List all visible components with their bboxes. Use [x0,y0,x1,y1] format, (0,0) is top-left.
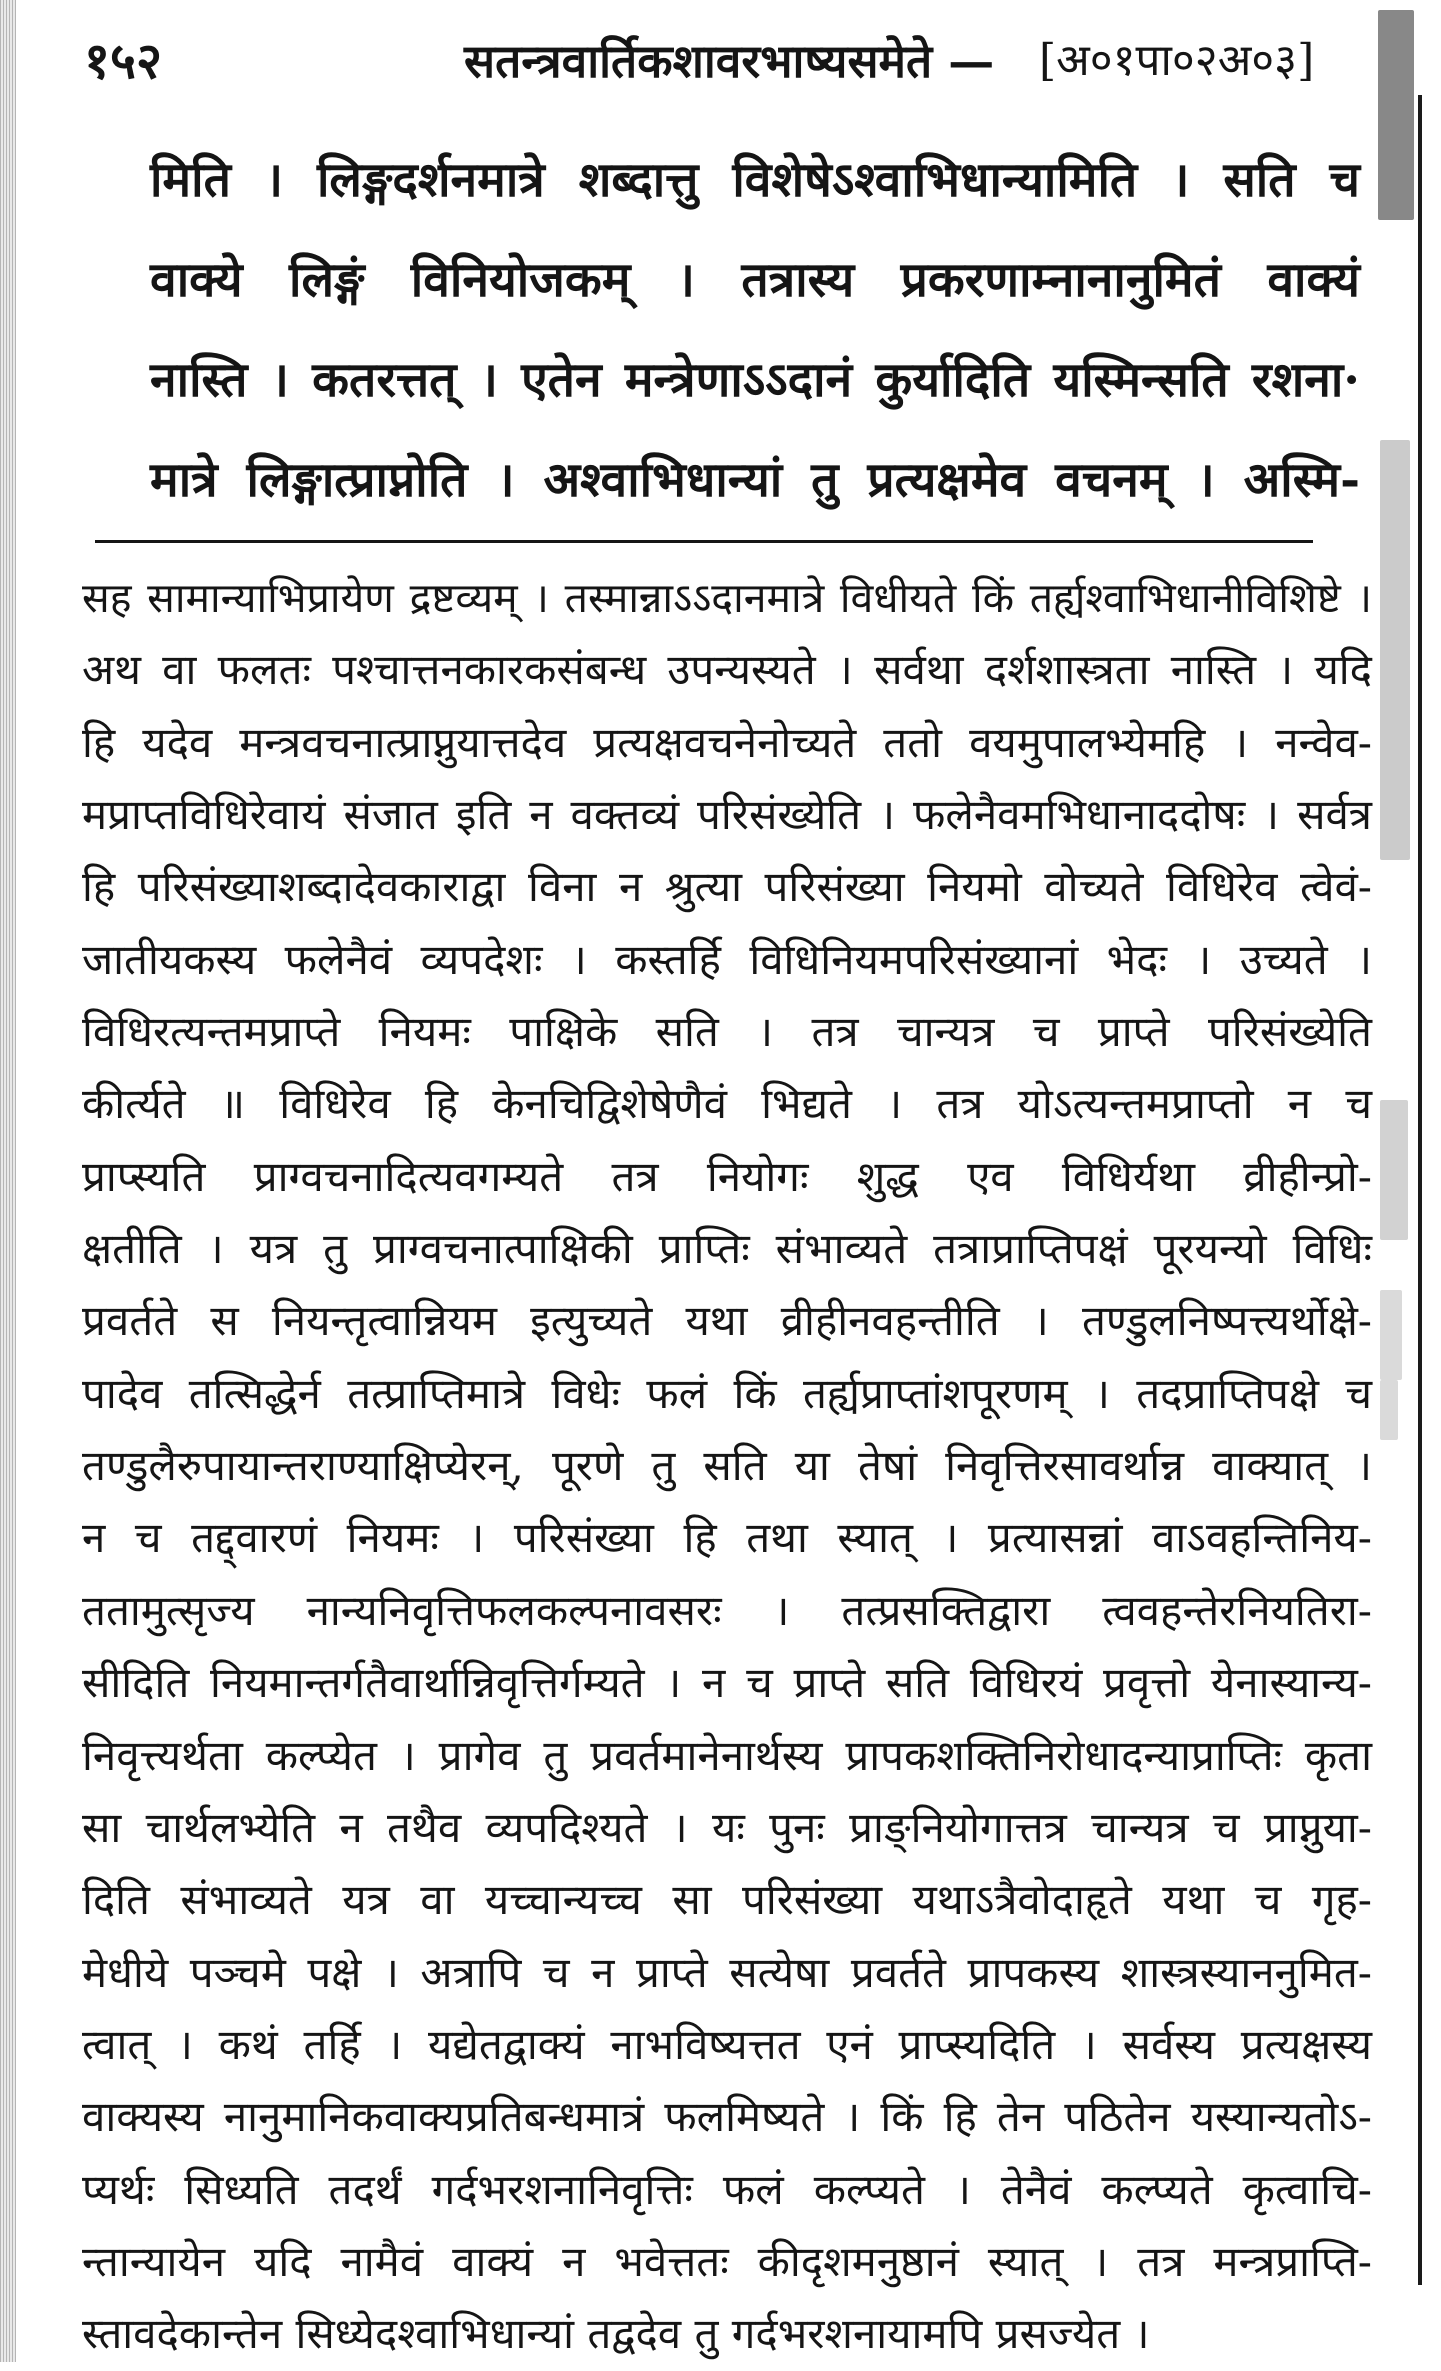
scan-smudge [1380,1290,1402,1380]
commentary-line: विधिरत्यन्तमप्राप्ते नियमः पाक्षिके सति । तत्र चान्यत्र च प्राप्ते परिसंख्येति [82,1007,1372,1057]
running-title: सतन्त्रवार्तिकशावरभाष्यसमेते — [464,34,995,88]
commentary-line: निवृत्त्यर्थता कल्प्येत । प्रागेव तु प्रवर्तमानेनार्थस्य प्रापकशक्तिनिरोधादन्याप्राप्तिः कृता [82,1730,1372,1780]
commentary-line: तण्डुलैरुपायान्तराण्याक्षिप्येरन्, पूरणे तु सति या तेषां निवृत्तिरसावर्थान्न वाक्यात् । [82,1441,1372,1491]
commentary-line: दिति संभाव्यते यत्र वा यच्चान्यच्च सा परिसंख्या यथाऽत्रैवोदाहृते यथा च गृह- [82,1875,1372,1925]
commentary-line: न च तद्द्वारणं नियमः । परिसंख्या हि तथा स्यात् । प्रत्यासन्नां वाऽवहन्तिनिय- [82,1513,1372,1563]
commentary-line: अथ वा फलतः पश्चात्तनकारकसंबन्ध उपन्यस्यते । सर्वथा दर्शशास्त्रता नास्ति । यदि [82,645,1372,695]
commentary-line: सह सामान्याभिप्रायेण द्रष्टव्यम् । तस्मान्नाऽऽदानमात्रे विधीयते किं तर्ह्यश्वाभिधानीविशिष्टे । [82,574,1372,622]
section-reference: [अ०१पा०२अ०३] [1039,35,1315,86]
commentary-line: सा चार्थलभ्येति न तथैव व्यपदिश्यते । यः पुनः प्राङ्नियोगात्तत्र चान्यत्र च प्राप्नुया- [82,1802,1372,1852]
commentary-line: ततामुत्सृज्य नान्यनिवृत्तिफलकल्पनावसरः । तत्प्रसक्तिद्वारा त्ववहन्तेरनियतिरा- [82,1585,1372,1635]
commentary-line: कीर्त्यते ॥ विधिरेव हि केनचिद्विशेषेणैवं भिद्यते । तत्र योऽत्यन्तमप्राप्तो न च [82,1079,1372,1129]
commentary-line: प्यर्थः सिध्यति तदर्थं गर्दभरशनानिवृत्तिः फलं कल्प्यते । तेनैवं कल्प्यते कृत्वाचि- [82,2164,1372,2214]
commentary-line: मेधीये पञ्चमे पक्षे । अत्रापि च न प्राप्ते सत्येषा प्रवर्तते प्रापकस्य शास्त्रस्याननुमित- [82,1947,1372,1997]
commentary-line: स्तावदेकान्तेन सिध्येदश्वाभिधान्यां तद्वदेव तु गर्दभरशनायामपि प्रसज्येत । [82,2309,1150,2359]
scan-left-edge [0,0,16,2362]
commentary-line: जातीयकस्य फलेनैवं व्यपदेशः । कस्तर्हि विधिनियमपरिसंख्यानां भेदः । उच्यते । [82,934,1372,984]
commentary-line: प्राप्स्यति प्राग्वचनादित्यवगम्यते तत्र नियोगः शुद्ध एव विधिर्यथा व्रीहीन्प्रो- [82,1151,1372,1201]
commentary-line: सीदिति नियमान्तर्गतैवार्थान्निवृत्तिर्गम्यते । न च प्राप्ते सति विधिरयं प्रवृत्तो येनास्यान्य- [82,1658,1372,1708]
commentary-line: त्वात् । कथं तर्हि । यद्येतद्वाक्यं नाभविष्यत्तत एनं प्राप्स्यदिति । सर्वस्य प्रत्यक्षस्य [82,2019,1372,2069]
scan-smudge [1380,1100,1408,1240]
commentary-line: न्तान्यायेन यदि नामैवं वाक्यं न भवेत्ततः कीदृशमनुष्ठानं स्यात् । तत्र मन्त्रप्राप्ति- [82,2236,1372,2286]
scan-smudge [1378,10,1414,220]
main-text-line: वाक्ये लिङ्गं विनियोजकम् । तत्रास्य प्रकरणाम्नानानुमितं वाक्यं [150,252,1360,308]
scan-smudge [1380,1380,1398,1440]
commentary-line: हि परिसंख्याशब्दादेवकाराद्वा विना न श्रुत्या परिसंख्या नियमो वोच्यते विधिरेव त्वेवं- [82,862,1372,912]
scan-smudge [1380,440,1410,860]
main-text-line: नास्ति । कतरत्तत् । एतेन मन्त्रेणाऽऽदानं कुर्यादिति यस्मिन्सति रशना· [150,352,1360,408]
binding-shadow-line [1418,95,1422,2285]
section-divider [95,540,1313,543]
main-text-line: मिति । लिङ्गदर्शनमात्रे शब्दात्तु विशेषेऽश्वाभिधान्यामिति । सति च [150,152,1360,208]
main-text-block [150,130,1360,530]
commentary-line: पादेव तत्सिद्धेर्न तत्प्राप्तिमात्रे विधेः फलं किं तर्ह्यप्राप्तांशपूरणम् । तदप्राप्तिपक्षे च [82,1368,1372,1418]
commentary-block [82,562,1372,2371]
commentary-line: मप्राप्तविधिरेवायं संजात इति न वक्तव्यं परिसंख्येति । फलेनैवमभिधानाददोषः । सर्वत्र [82,790,1372,840]
page-number: १५२ [84,31,162,90]
commentary-line: वाक्यस्य नानुमानिकवाक्यप्रतिबन्धमात्रं फलमिष्यते । किं हि तेन पठितेन यस्यान्यतोऽ- [82,2092,1372,2142]
commentary-line: क्षतीति । यत्र तु प्राग्वचनात्पाक्षिकी प्राप्तिः संभाव्यते तत्राप्राप्तिपक्षं पूरयन्यो विधिः [82,1224,1372,1274]
commentary-line: हि यदेव मन्त्रवचनात्प्राप्नुयात्तदेव प्रत्यक्षवचनेनोच्यते ततो वयमुपालभ्येमहि । नन्वेव- [82,717,1372,767]
page-header [84,28,1369,94]
main-text-line: मात्रे लिङ्गात्प्राप्नोति । अश्वाभिधान्यां तु प्रत्यक्षमेव वचनम् । अस्मि- [150,452,1360,508]
commentary-line: प्रवर्तते स नियन्तृत्वान्नियम इत्युच्यते यथा व्रीहीनवहन्तीति । तण्डुलनिष्पत्त्यर्थोक्षे- [82,1296,1372,1346]
